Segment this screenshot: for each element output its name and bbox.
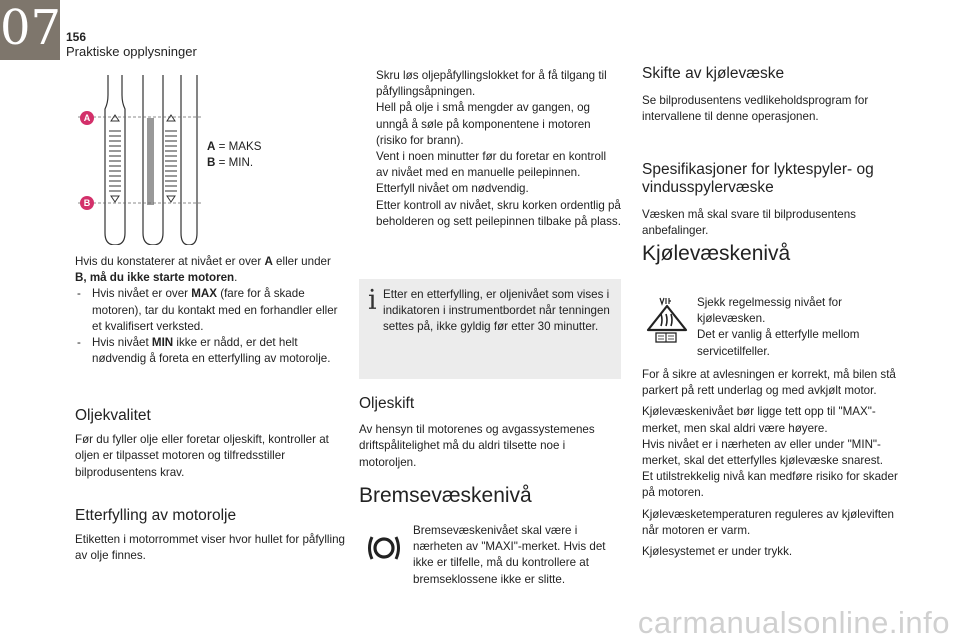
section-text: Se bilprodusentens vedlikeholdsprogram for intervallene til denne operasjonen.	[642, 94, 869, 124]
section-text: Etiketten i motorrommet viser hvor hullet for påfylling av olje finnes.	[75, 533, 345, 563]
coolant-level-body	[642, 367, 904, 560]
level-warning-intro: Hvis du konstaterer at nivået er over A eller under B, må du ikke starte motoren.	[75, 255, 331, 285]
list-item: Etterfyll nivået om nødvendig.	[376, 182, 529, 196]
section-heading: Kjølevæskenivå	[642, 242, 791, 265]
chapter-number: 07	[0, 0, 62, 56]
page-number: 156	[66, 30, 87, 44]
brake-fluid-section	[359, 484, 621, 507]
info-text: Etter en etterfylling, er oljenivået som vises i indikatoren i instrumentbordet når tenningen settes på, ikke gyldig før etter 30 minutter.	[383, 288, 610, 334]
list-item: Vent i noen minutter før du foretar en kontroll av nivået med en manuelle peilepinnen.	[376, 150, 607, 180]
level-warning-list	[75, 286, 345, 367]
oil-change-section	[359, 396, 621, 471]
oil-topup-section	[75, 508, 345, 565]
legend-b-key: B	[207, 156, 216, 169]
column-2	[359, 68, 621, 230]
coolant-hot-warning-icon	[645, 296, 689, 344]
section-name: Praktiske opplysninger	[66, 44, 197, 59]
list-item: - Hvis nivået er over MAX (fare for å skade motoren), tar du kontakt med en forhandler eller et kvalifisert verksted.	[75, 286, 345, 335]
paragraph: Kjølevæsketemperaturen reguleres av kjøleviften når motoren er varm.	[642, 507, 894, 537]
coolant-icon-text: Sjekk regelmessig nivået for kjølevæsken. Det er vanlig å etterfylle mellom servicetilfeller.	[697, 296, 860, 358]
legend-a-key: A	[207, 140, 216, 153]
list-item: Skru løs oljepåfyllingslokket for å få tilgang til påfyllingsåpningen.	[376, 69, 607, 99]
section-heading: Oljeskift	[359, 395, 415, 412]
legend-b-text: = MIN.	[215, 156, 254, 169]
marker-b: B	[80, 196, 94, 210]
chapter-tab	[0, 0, 60, 60]
watermark: carmanualsonline.info	[637, 605, 950, 640]
section-text: Av hensyn til motorenes og avgassystemenes driftspålitelighet må du aldri tilsette noe i motoroljen.	[359, 423, 595, 469]
section-heading: Oljekvalitet	[75, 407, 151, 424]
paragraph: For å sikre at avlesningen er korrekt, må bilen stå parkert på rett underlag og med avkjølt motor.	[642, 368, 896, 398]
list-item: Hell på olje i små mengder av gangen, og unngå å søle på komponentene i motoren (risiko for brann).	[376, 101, 591, 147]
column-1	[75, 254, 345, 367]
section-text: Væsken må skal svare til bilprodusentens anbefalinger.	[642, 208, 856, 238]
coolant-level-section	[642, 242, 904, 265]
paragraph: Kjølesystemet er under trykk.	[642, 545, 793, 559]
marker-a: A	[80, 111, 94, 125]
section-heading: Skifte av kjølevæske	[642, 65, 785, 82]
washer-spec-section	[642, 161, 904, 239]
paragraph: Kjølevæskenivået bør ligge tett opp til "MAX"-merket, men skal aldri være høyere. Hvis nivået er i nærheten av eller under "MIN"-merket, skal det etterfylles kjølevæske snarest. Et utilstrekkelig nivå kan medføre risiko for skader på motoren.	[642, 405, 898, 500]
brake-warning-icon	[366, 532, 402, 564]
section-text: Før du fyller olje eller foretar oljeskift, kontroller at oljen er tilpasset motoren og tilfredsstiller bilprodusentens krav.	[75, 433, 329, 479]
legend-a-text: = MAKS	[215, 140, 262, 153]
dipstick-legend	[207, 139, 261, 171]
coolant-change-section	[642, 66, 904, 126]
section-heading: Bremsevæskenivå	[359, 484, 532, 507]
section-heading: Etterfylling av motorolje	[75, 507, 237, 524]
info-box	[359, 279, 621, 379]
dipstick-illustration	[78, 75, 203, 245]
oil-quality-section	[75, 408, 345, 481]
brake-fluid-text: Bremsevæskenivået skal være i nærheten av "MAXI"-merket. Hvis det ikke er tilfelle, må du kontrollere at bremseklossene ikke er slitte.	[413, 524, 606, 586]
section-heading: Spesifikasjoner for lyktespyler- og vindusspylervæske	[642, 161, 874, 196]
info-icon: i	[368, 285, 377, 316]
list-item: - Hvis nivået MIN ikke er nådd, er det helt nødvendig å foreta en etterfylling av motorolje.	[75, 335, 345, 367]
list-item: Etter kontroll av nivået, skru korken ordentlig på beholderen og sett peilepinnen tilbake på plass.	[376, 198, 621, 228]
oil-topup-steps	[359, 68, 621, 230]
